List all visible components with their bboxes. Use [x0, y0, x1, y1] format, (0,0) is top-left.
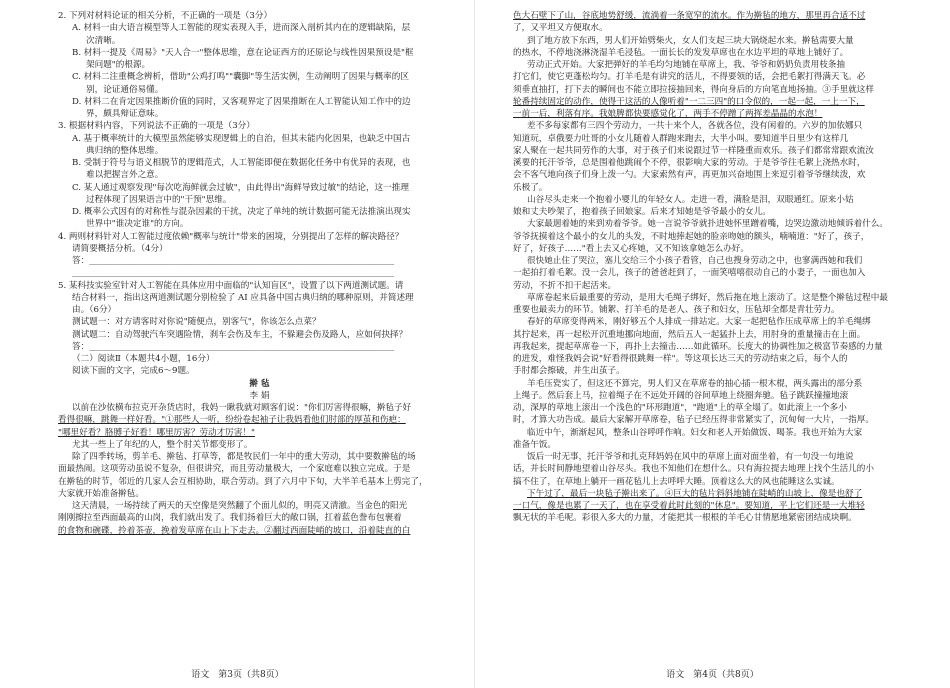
text-line: 重要也最卖力的环节。铺絮、打羊毛的是老人、孩子和妇女，压毡却全都是青壮劳力。 [513, 305, 840, 315]
text-line: 临近中午，渐渐起风，整条山谷呼呼作响。妇女和老人开始做饭、喝茶。我也开始为大家 [527, 427, 863, 438]
left-page-footer: 语文 第3页（共8页） [191, 670, 284, 680]
text-line: 乐极了。 [513, 182, 548, 193]
text-line: 准备午饭。 [513, 439, 556, 450]
text-line: 再我起来，提起草席卷一下，再扑上去撞击……如此循环。长度大的协调性加之极富节奏感的力量 [513, 341, 883, 352]
text-line: 手肘都会擦破，并生出茧子。 [513, 366, 625, 377]
text-line: 差不多每家都有三四个劳动力，一共十来个人，各就各位，没有闲着的。六岁的加依娜只 [527, 121, 863, 132]
text-line: 世界中"谁决定谁"的方向。 [86, 219, 189, 230]
text-line: 的热水，不停地浇淋浇湿羊毛浸毡。一面长长的发发草席也在水边平坦的草地上铺好了。 [513, 47, 849, 58]
text-line: 劳动正式开始。大家把弹好的羊毛均匀地铺在草席上，我、爷爷和奶奶负责用枝条抽 [527, 60, 845, 70]
text-line: 难以把握言外之意。 [86, 170, 164, 181]
text-line: 饭后一时无事，托汗爷爷和扎克拜妈妈在风中的草席上面对面坐着，有一句没一句地说 [527, 452, 854, 462]
text-line: B. 材料一提及《周易》"天人合一"整体思维，意在论证西方的还原论与线性因果预设是"框 [72, 47, 414, 58]
text-line: 答：_______________________________________________________________________ [72, 341, 395, 352]
text-line: 须垂直抽打，打下去的瞬间也不能立即拉接抽回来，得向身后的方向笔直地扬抽。③手里就这样 [513, 84, 874, 95]
text-line: 到了地方放下东西，男人们开始劈柴火，女人们支起三块大锅烧起水来。擀毡需要大量 [527, 35, 854, 46]
text-line: 除了四季转场，剪羊毛、擀毡、打草等，都是牧民们一年中的重大劳动，其中要数擀毡的场 [72, 452, 416, 462]
text-line: 劳动，不折不扣干起活来。 [513, 280, 617, 291]
text-line: C. 某人通过观察发现"每次吃海鲜就会过敏"，由此得出"海鲜导致过敏"的结论，这一推理 [72, 182, 409, 193]
text-line: 知道玩，卓俄要力吐哥的小女儿随着人群跑来跑去，大半小叫。要知道半日里少有这样几 [513, 133, 849, 144]
text-line: 一口气，像是也累了一天了，也在享受着此时此刻的"休息"。要知道，平上它们还是一大堆轻 [513, 501, 865, 511]
text-line: 羊毛压瓷实了，但这还不算完，男人们又在草席卷的抽心插一根木棍，两头露出的部分系 [527, 378, 863, 389]
text-line: B. 受制于符号与语义相脱节的逻辑范式，人工智能即便在数据化任务中有优异的表现，也 [72, 158, 411, 168]
text-line: 以前在沙依横布拉克开杂货店时，我妈一瞅我就对顾客们说："你们厉害得很嘛，擀毡子好 [72, 403, 412, 413]
text-line: 别，论证通俗易懂。 [86, 84, 164, 95]
text-line: 好了，好孩子……"看上去又心疼她，又不知该拿她怎么办好。 [513, 243, 749, 254]
right-page [475, 0, 950, 688]
right-page-footer: 语文 第4页（共8页） [666, 670, 759, 680]
text-line: 典归纳的整体思维。 [86, 145, 164, 156]
text-line: 爷爷抚摸着这个最小的女儿的头发，不时地捧起她的脸亲吻她的额头，喃喃道："好了，孩子， [513, 231, 870, 242]
text-line: 春好的草席变得两米，刚好够五个人排成一排站定。大家一起把毡作压成草席上的羊毛绳绑 [527, 317, 871, 328]
text-line: 上绳子。然后套上马，拉着绳子在不远处开阔的谷间草地上绕圈奔驰。毡子跳跃撞撞地滚 [513, 390, 849, 401]
text-line: 由。（6分） [72, 305, 117, 315]
right-text-block [513, 10, 924, 525]
text-line: 结合材料一，指出这两道测试题分别检验了 AI 应具备中国古典归纳的哪种原则，并简述理 [72, 292, 414, 303]
text-line: 的进发，难怪我妈会说"好看得很跳舞一样"。等这项长达三天的劳动结束之后，每个人的 [513, 354, 848, 364]
text-line: 很快她止住了哭泣，塞儿交给三个小孩子看管，自己也搜身劳动之中，也寥满西她和我们 [527, 256, 863, 266]
text-line: 擀 毡 [249, 378, 270, 389]
text-line: D. 材料二在肯定因果推断价值的同时，又客观界定了因果推断在人工智能认知工作中的边 [72, 96, 411, 107]
text-line: 过程体现了因果语言中的"干预"思维。 [86, 194, 232, 205]
text-line: 面最热闹。这项劳动虽说不复杂，但很讲究，而且劳动量极大，一个家庭难以独立完成。于是 [58, 464, 411, 475]
text-line: "哪里好看？胳膊子好看！哪里厉害？劳动才厉害！" [58, 427, 255, 438]
text-line: ___________________________________________________________________________ [72, 268, 395, 279]
text-line: 测试题一：对方请客时对你说"随便点，别客气"，你该怎么点菜？ [72, 317, 321, 328]
text-line: 这天清晨，一场持续了两天的天空像是突然翻了个面儿似的，明亮又清澈。当金色的阳光 [72, 501, 408, 511]
text-line: A. 基于概率统计的大模型虽然能够实现逻辑上的自治，但其未能内化因果，也缺乏中国古 [72, 133, 411, 144]
text-line: 在擀毡的时节，邻近的几家人会互相协助，联合劳动。到了六月中下旬，大半羊毛基本上剪完了， [58, 476, 428, 487]
text-line: 2. 下列对材料论证的相关分析，不正确的一项是（3分） [58, 11, 273, 21]
text-line: 色大石壁下了山，谷底地势舒缓，流淌着一条宽窄的流水。作为擀毡的地方，那里再合适不过 [513, 11, 866, 21]
text-line: 一前一后，利落有序。我娘脾都快要感觉化了，两手不停蹭了两挥差晶晶的水泡！ [513, 109, 823, 119]
text-line: 大家最迴着她的来到劝着爷爷。她一言说爷爷就扑进她怀里蹭着嘴，边哭边激动地倾诉着什么。 [527, 219, 888, 230]
text-line: 答：_______________________________________________________________________ [72, 256, 395, 266]
text-line: 其拧起来，再一起松开沉重地挪向地面，然后五人一起猛扑上去，用肘身的重量撞击在上面。 [513, 329, 866, 340]
text-line: 打它们，使它更蓬松均匀。打羊毛是有讲究的活儿，不得要领的话，会把毛絮打得满天飞。必 [513, 72, 866, 83]
text-line: A. 材料一由大语言模型等人工智能的现实表现入手，进而深入剖析其内在的逻辑缺陷，层 [72, 23, 411, 34]
text-line: 尤其一些上了年纪的人，整个肘关节都变形了。 [72, 439, 253, 450]
text-line: 架问题"的根源。 [86, 60, 151, 70]
text-line: 搞不住了，在草地上躺开一画花毡儿上去呼呼大睡。顶着这么大的风也能睡这么实诚。 [513, 476, 840, 487]
text-line: （二）阅读Ⅱ（本题共4小题，16分） [72, 354, 215, 364]
text-line: 次清晰。 [86, 35, 121, 46]
text-line: 家人聚在一起共同劳作的大事，对于孩子们来说跟过节一样隆重而欢乐。孩子们都常常跟欢流汝 [513, 145, 874, 156]
text-line: 5. 某科技实验室针对人工智能在具体应用中面临的"认知盲区"，设置了以下两道测试题。请 [58, 280, 404, 291]
text-line: 看得很嘛，跳舞一样好看。"①那些人一听，纷纷卷起袖子让我妈看他们肘部的厚茧和伤疤： [58, 415, 406, 426]
text-line: 测试题二：自动驾驶汽车突遇险情，刹车会伤及车主，不躲避会伤及路人，应如何抉择？ [72, 329, 408, 340]
text-line: 界，颇具辩证意味。 [86, 109, 164, 119]
text-line: 溪要的托汗爷爷，总是围着他跳闹个不停，很影响大家的劳动。于是爷爷往毛絮上浇热水时， [513, 158, 866, 168]
text-line: 刚刚擦拉至西面最高的山岗，我们就出发了。我们扬着巨大的敞口锅，扛着蓝色誊布包裹着 [58, 513, 402, 524]
text-line: C. 材料二注重概念辨析，借助"公鸡打鸣""囊脚"等生活实例，生动阐明了因果与概率的区 [72, 72, 409, 83]
left-text-block [58, 10, 461, 537]
text-line: 飘无状的羊毛呢。彩很入多大的力量，才能把其一根根的羊毛心甘情愿地紧密团结成块啊。 [513, 513, 857, 524]
text-line: 娘和丈夫吵架了，抱着孩子回娘家。后来才知她是爷爷最小的女儿。 [513, 207, 771, 217]
text-line: 动，深厚的草地上滚出一个浅色的"环形跑道"，"跑道"上的草全塌了。如此滚上一个多小 [513, 403, 847, 413]
text-line: D. 概率公式因有的对称性与混杂因素的干扰，决定了单纯的统计数据可能无法推演出现实 [72, 207, 411, 217]
text-line: 了，又平坦又方便取水。 [513, 23, 608, 34]
text-line: 的食物和碗碟，拎着茶壶，挽着发草席在山上下走去。②翻过西面陡峭的坡口，沿着陡直的白 [58, 525, 411, 536]
text-line: 轮番持续固定的动作，使得干这活的人像听着"一二三四"的口令似的，一起一起，一上一下， [513, 96, 865, 107]
text-line: 时，才算大功告成。最后大家解开草席卷，毡子已经压得非常紧实了，沉甸甸一大片，一指厚。 [513, 415, 874, 426]
text-line: 3. 根据材料内容，下列说法不正确的一项是（3分） [58, 121, 255, 132]
text-line: 山谷尽头走来一个抱着小婴儿的年轻女人。走进一看，满脸是泪，双眼通红。原来小姑 [527, 194, 854, 205]
text-line: 草席卷起来后最重要的劳动，是用大毛绳子绑好，然后拖在地上滚动了。这是整个擀毡过程中最 [527, 292, 888, 303]
text-line: 大家就开始准备擀毡。 [58, 488, 144, 499]
text-line: 下午过了，最后一块毡子擀出来了。④巨大的毡片斜斜地铺在陡峭的山坡上，像是也舒了 [527, 488, 863, 499]
text-line: 李 娟 [249, 390, 270, 401]
text-line: 一起拍打着毛絮。没一会儿，孩子的爸爸赶到了，一面笑嘻嘻很动自己的小妻子，一面也加入 [513, 268, 866, 279]
text-line: 阅读下面的文字，完成6～9题。 [72, 366, 195, 377]
text-line: 会不客气地向孩子们身上泼一勺。大家索然有声，再更加兴奋地围上来逗引着爷爷继续泼，欢 [513, 170, 866, 181]
text-line: 话，并长时间静地望着山谷尽头。我也不知他们在想什么。只有海拉提去地理上找个生活儿的小 [513, 464, 874, 475]
text-line: 请简要概括分析。（4分） [72, 243, 168, 254]
text-line: 4. 两则材料针对人工智能过度依赖"概率与统计"带来的困境，分别提出了怎样的解决路径？ [58, 231, 404, 242]
